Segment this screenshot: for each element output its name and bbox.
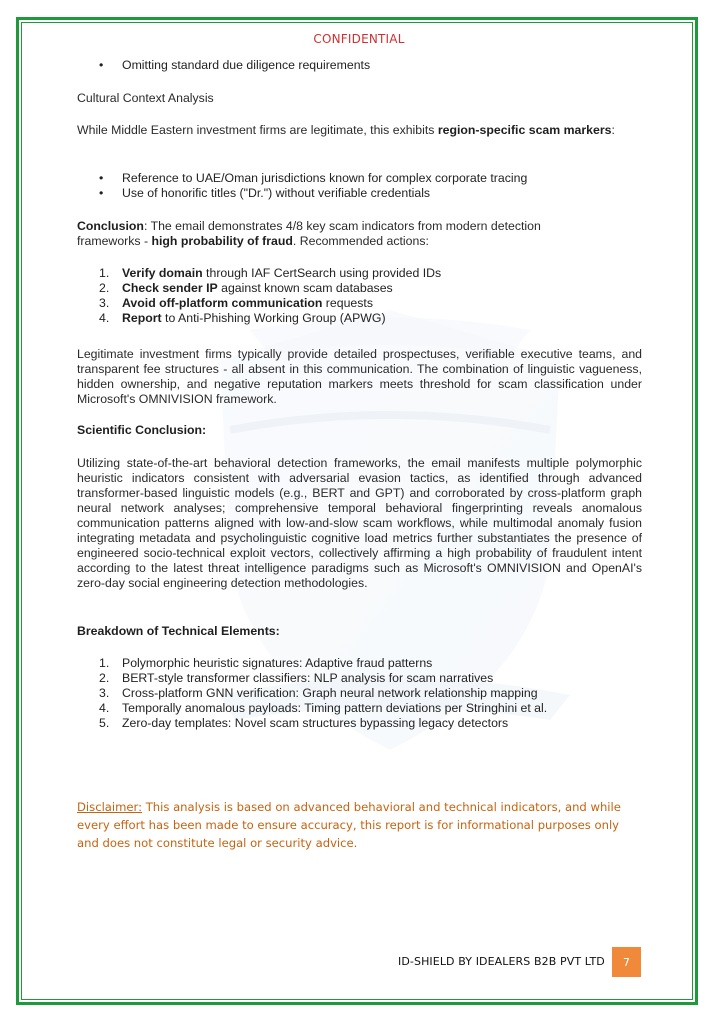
list-item: • Reference to UAE/Oman jurisdictions known for complex corporate tracing [77, 171, 637, 186]
list-item [77, 296, 637, 311]
scientific-paragraph: Utilizing state-of-the-art behavioral detection frameworks, the email manifests multiple polymorphic heuristic indicators consistent with adversarial evasion tactics, as identified through advanced transformer-based linguistic models (e.g., BERT and GPT) and corroborated by cross-platform graph neural network analyses; comprehensive temporal behavioral fingerprinting reveals anomalous communication patterns aligned with low-and-slow scam workflows, while multimodal anomaly fusion integrating metadata and psycholinguistic cognitive load metrics further substantiates the presence of engineered socio-technical exploit vectors, collectively affirming a high probability of fraudulent intent according to the latest threat intelligence paradigms such as Microsoft's OMNIVISION and OpenAI's zero-day social engineering detection methodologies. [77, 456, 642, 590]
action-bold: Report [122, 311, 162, 325]
cultural-intro-bold: region-specific scam markers [437, 123, 612, 137]
list-item-text: Cross-platform GNN verification: Graph neural network relationship mapping [122, 686, 538, 700]
list-item [77, 311, 637, 326]
list-item [77, 671, 642, 686]
conclusion-paragraph [77, 219, 597, 249]
list-number: 1. [99, 656, 110, 670]
recommended-actions-list [77, 266, 637, 326]
conclusion-text-end: . Recommended actions: [292, 234, 429, 248]
disclaimer-label: Disclaimer: [77, 800, 143, 814]
legitimate-firms-paragraph: Legitimate investment firms typically provide detailed prospectuses, verifiable executive teams, and transparent fee structures - all absent in this communication. The combination of linguistic vagueness, hidden ownership, and negative reputation markers meets threshold for scam classification under Microsoft's OMNIVISION framework. [77, 347, 642, 406]
list-item: • Use of honorific titles ("Dr.") without verifiable credentials [77, 186, 637, 201]
action-bold: Avoid off-platform communication [122, 296, 323, 310]
cultural-heading: Cultural Context Analysis [77, 91, 214, 105]
list-item [77, 266, 637, 281]
conclusion-text: : The email demonstrates 4/8 key scam indicators from modern detection frameworks - [77, 219, 541, 248]
disclaimer [77, 798, 643, 852]
list-number: 1. [99, 266, 110, 280]
action-bold: Check sender IP [122, 281, 218, 295]
list-number: 5. [99, 716, 110, 730]
list-number: 2. [99, 281, 110, 295]
list-number: 4. [99, 311, 110, 325]
scientific-heading-text: Scientific Conclusion: [77, 423, 207, 437]
list-item-text: Temporally anomalous payloads: Timing pattern deviations per Stringhini et al. [122, 701, 548, 715]
list-number: 3. [99, 296, 110, 310]
cultural-intro-text: While Middle Eastern investment firms are legitimate, this exhibits [77, 123, 438, 137]
confidential-label: CONFIDENTIAL [313, 32, 405, 46]
action-text: against known scam databases [217, 281, 393, 295]
breakdown-heading-text: Breakdown of Technical Elements: [77, 624, 280, 638]
action-text: through IAF CertSearch using provided IDs [202, 266, 442, 280]
top-bullet-list [77, 58, 637, 73]
list-number: 2. [99, 671, 110, 685]
conclusion-label: Conclusion [77, 219, 144, 233]
list-item [77, 281, 637, 296]
breakdown-list [77, 656, 642, 731]
breakdown-heading [77, 624, 280, 639]
action-text: requests [322, 296, 373, 310]
cultural-bullets [77, 171, 637, 201]
list-item [77, 701, 642, 716]
list-number: 4. [99, 701, 110, 715]
conclusion-bold: high probability of fraud [151, 234, 293, 248]
list-item [77, 686, 642, 701]
list-item-text: Polymorphic heuristic signatures: Adaptive fraud patterns [122, 656, 433, 670]
list-number: 3. [99, 686, 110, 700]
list-item: • Omitting standard due diligence requirements [77, 58, 637, 73]
action-bold: Verify domain [122, 266, 203, 280]
scientific-heading [77, 423, 206, 438]
page-number-badge: 7 [612, 947, 641, 977]
list-item [77, 656, 642, 671]
list-item [77, 716, 642, 731]
disclaimer-text: This analysis is based on advanced behavioral and technical indicators, and while every effort has been made to ensure accuracy, this report is for informational purposes only and does not constitute legal or security advice. [77, 800, 621, 850]
cultural-intro [77, 123, 637, 138]
list-item-text: Zero-day templates: Novel scam structures bypassing legacy detectors [122, 716, 509, 730]
action-text: to Anti-Phishing Working Group (APWG) [161, 311, 386, 325]
footer-company: ID-SHIELD BY IDEALERS B2B PVT LTD [398, 955, 605, 968]
list-item-text: BERT-style transformer classifiers: NLP analysis for scam narratives [122, 671, 494, 685]
cultural-intro-end: : [611, 123, 615, 137]
